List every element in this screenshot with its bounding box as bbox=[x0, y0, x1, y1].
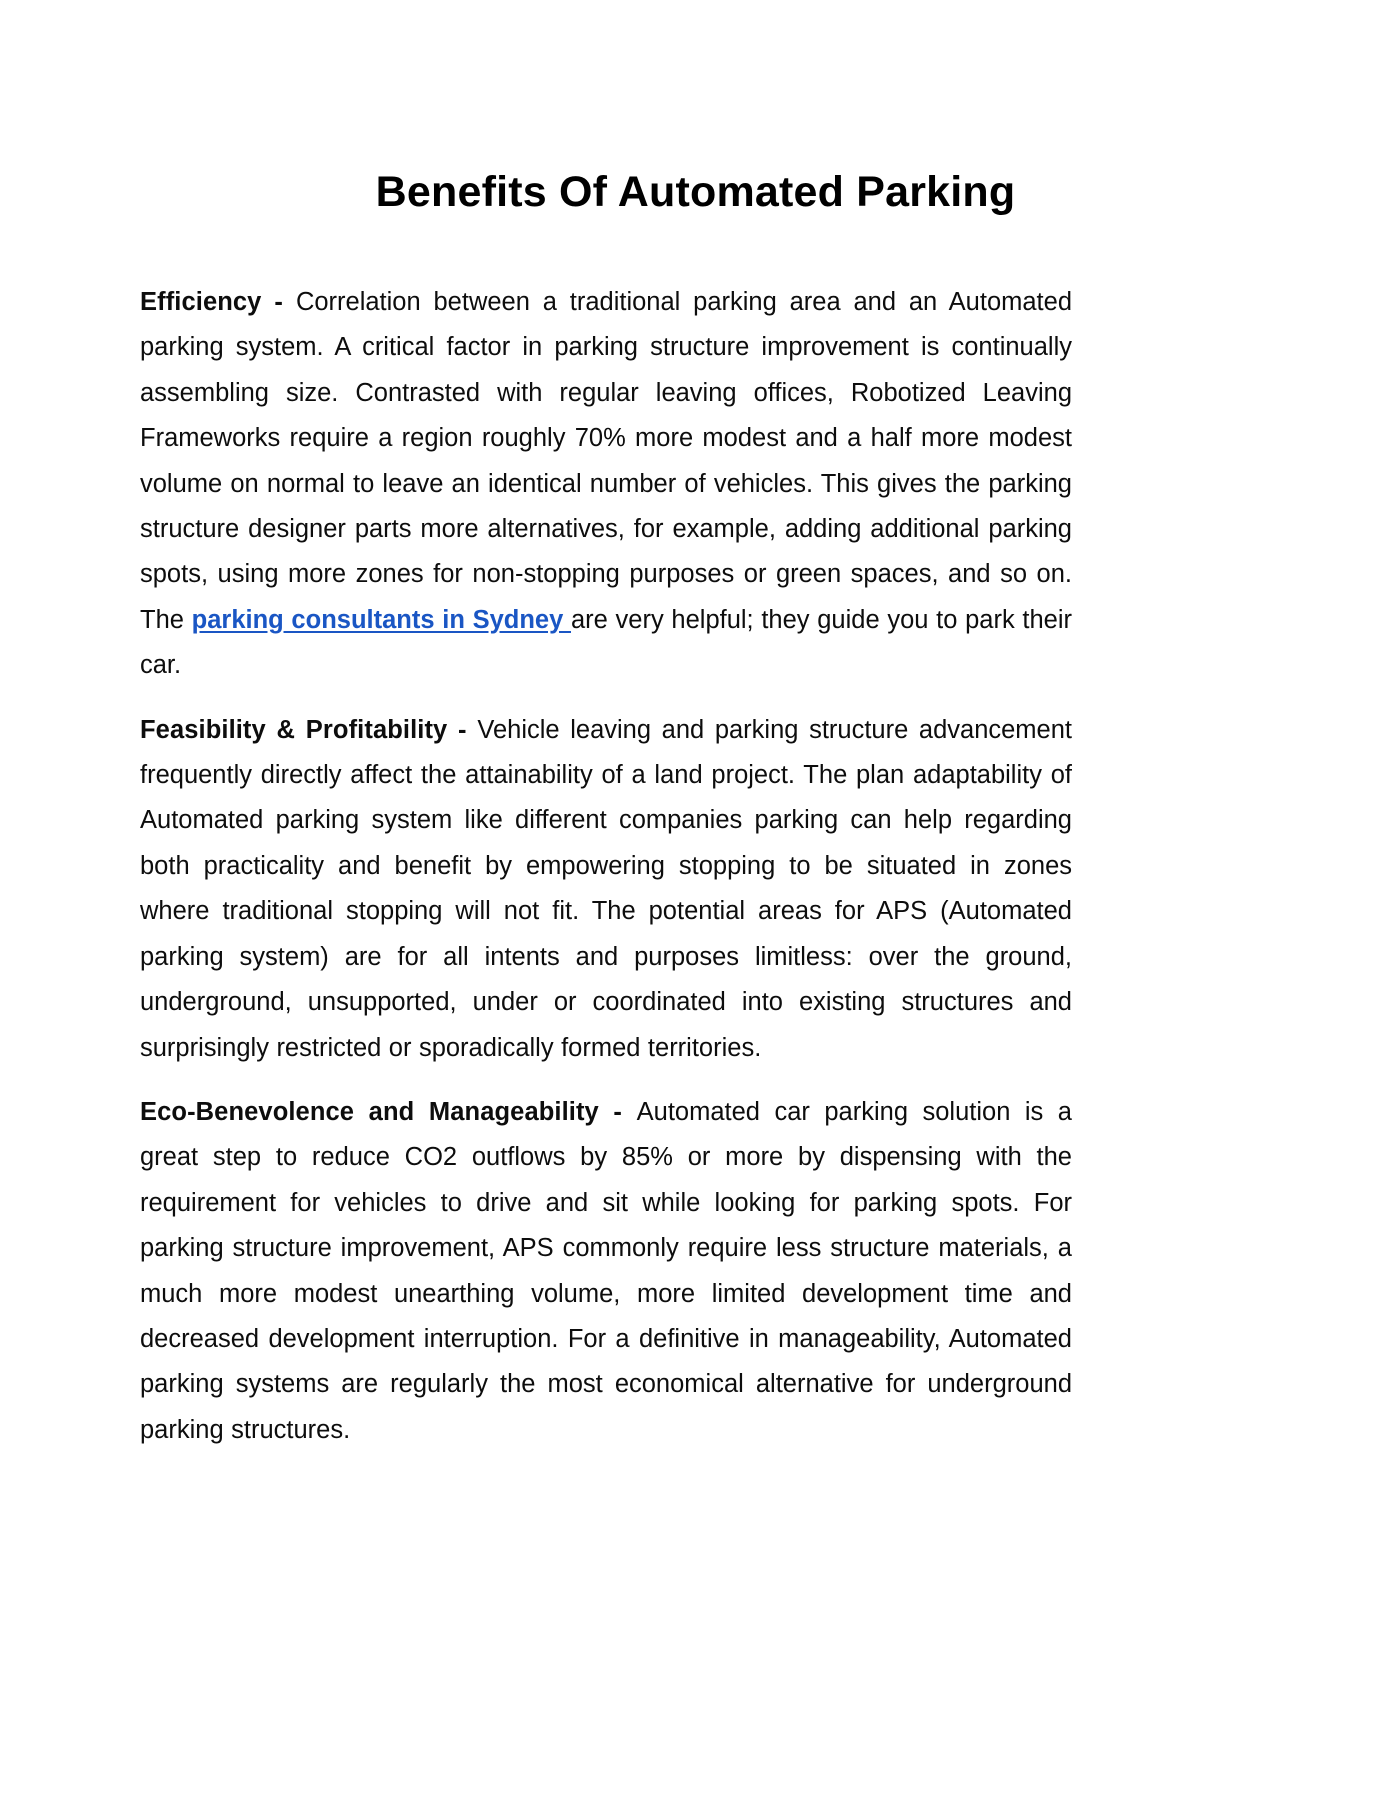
paragraph-lead-efficiency: Efficiency - bbox=[140, 288, 296, 316]
paragraph-eco-benevolence-manageability bbox=[140, 1090, 1072, 1453]
document-body bbox=[140, 280, 1072, 1453]
paragraph-efficiency bbox=[140, 280, 1072, 689]
paragraph-lead-feasibility-profitability: Feasibility & Profitability - bbox=[140, 715, 478, 744]
paragraph-text-efficiency-before-link: Correlation between a traditional parking area and an Automated parking system. A critical factor in parking structure improvement is continually assembling size. Contrasted with regular leaving offices, Robotized Leaving Frameworks require a region roughly 70% more modest and a half more modest volume on normal to leave an identical number of vehicles. This gives the parking structure designer parts more alternatives, for example, adding additional parking spots, using more zones for non-stopping purposes or green spaces, and so on. The bbox=[140, 288, 1072, 634]
paragraph-text-feasibility-profitability: Vehicle leaving and parking structure advancement frequently directly affect the attainability of a land project. The plan adaptability of Automated parking system like different companies parking can help regarding both practicality and benefit by empowering stopping to be situated in zones where traditional stopping will not fit. The potential areas for APS (Automated parking system) are for all intents and purposes limitless: over the ground, underground, unsupported, under or coordinated into existing structures and surprisingly restricted or sporadically formed territories. bbox=[140, 715, 1072, 1062]
page-title: Benefits Of Automated Parking bbox=[375, 167, 1016, 216]
paragraph-text-eco-benevolence-manageability: Automated car parking solution is a great step to reduce CO2 outflows by 85% or more by dispensing with the requirement for vehicles to drive and sit while looking for parking spots. For parking structure improvement, APS commonly require less structure materials, a much more modest unearthing volume, more limited development time and decreased development interruption. For a definitive in manageability, Automated parking systems are regularly the most economical alternative for underground parking structures. bbox=[140, 1097, 1072, 1444]
paragraph-feasibility-profitability bbox=[140, 708, 1072, 1071]
parking-consultants-sydney-link[interactable]: parking consultants in Sydney bbox=[191, 605, 571, 634]
paragraph-lead-eco-benevolence-manageability: Eco-Benevolence and Manageability - bbox=[140, 1097, 637, 1126]
paragraph-text-efficiency-after-link: are very helpful; they guide you to park their car. bbox=[140, 605, 1072, 680]
